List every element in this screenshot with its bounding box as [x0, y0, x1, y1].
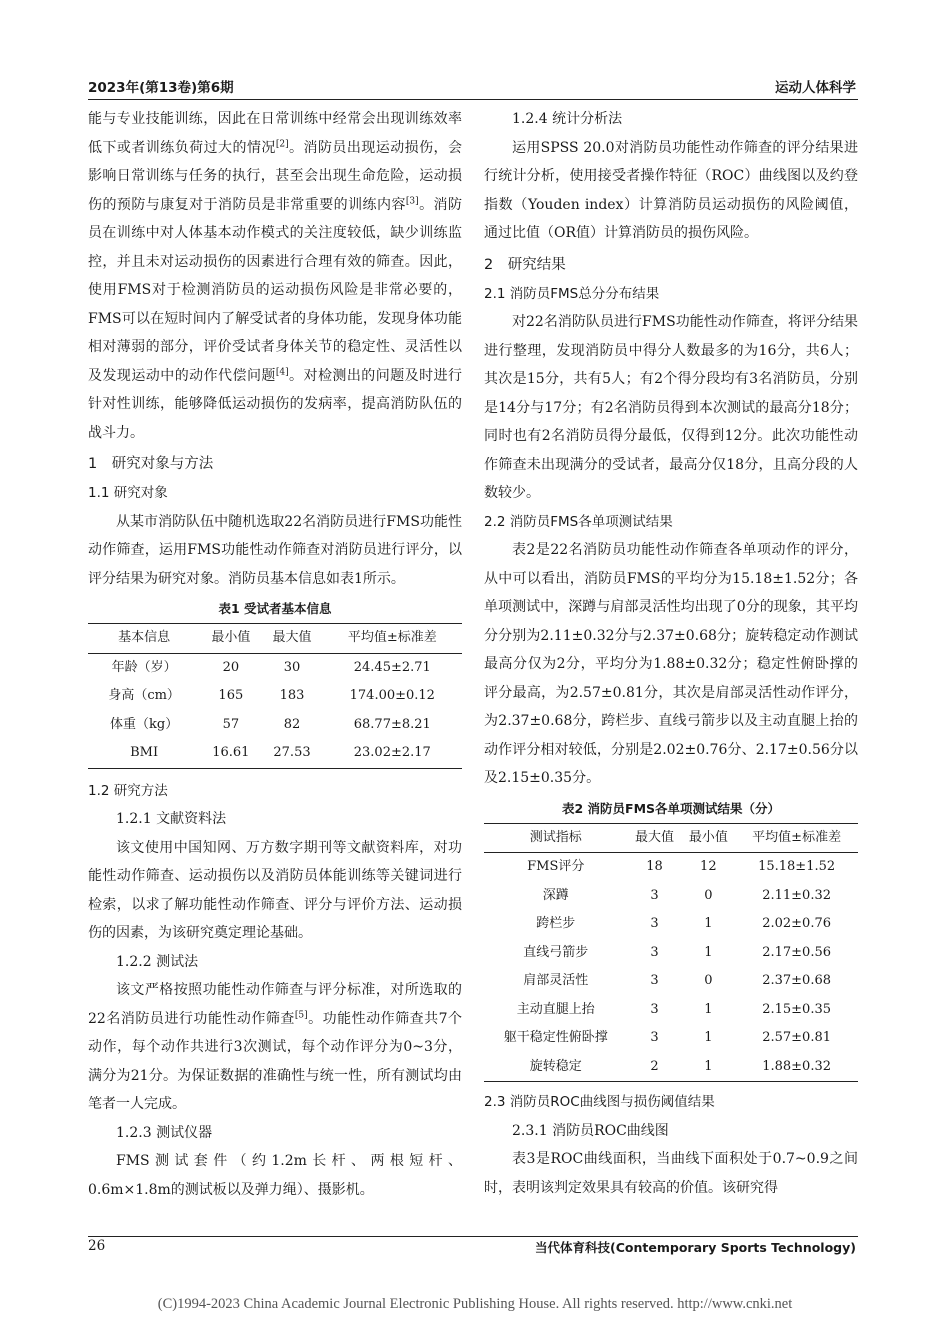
table-cell: 年龄（岁）	[111, 659, 177, 675]
paragraph-1-2-4: 运用SPSS 20.0对消防员功能性动作筛查的评分结果进行统计分析，使用接受者操作特征（ROC）曲线图以及约登指数（Youden index）计算消防员运动损伤的风险阈值，通过比值（OR值）计算消防员的损伤风险。	[484, 139, 858, 241]
table-cell: 2.15±0.35	[762, 1001, 832, 1017]
section-heading-1-1: 1.1 研究对象	[88, 485, 168, 501]
table-cell: 2.02±0.76	[762, 916, 832, 931]
table-cell: 3	[650, 1030, 659, 1045]
table-cell: 身高（cm）	[108, 688, 180, 703]
table-cell: 深蹲	[542, 887, 569, 903]
section-heading-2: 2 研究结果	[484, 256, 566, 273]
table-cell: 12	[700, 859, 717, 874]
section-heading-2-3: 2.3 消防员ROC曲线图与损伤阈值结果	[484, 1094, 715, 1110]
table-cell: 23.02±2.17	[323, 739, 462, 768]
table-cell: 15.18±1.52	[758, 859, 836, 874]
citation-5[interactable]: [5]	[294, 1009, 308, 1020]
table2-caption: 表2 消防员FMS各单项测试结果（分）	[561, 800, 781, 816]
table-cell: 20	[222, 659, 240, 675]
table-cell: 2	[628, 1053, 682, 1082]
section-heading-1: 1 研究对象与方法	[88, 456, 214, 472]
paragraph-2-3-1: 表3是ROC曲线面积，当曲线下面积处于0.7~0.9之间时，表明该判定效果具有较高的价值。该研究得	[484, 1151, 858, 1196]
table-cell: 165	[218, 688, 244, 703]
section-heading-2-3-1: 2.3.1 消防员ROC曲线图	[512, 1122, 669, 1139]
paragraph-1-1: 从某市消防队伍中随机选取22名消防员进行FMS功能性动作筛查，运用FMS功能性动作筛查对消防员进行评分，以评分结果为研究对象。消防员基本信息如表1所示。	[88, 513, 462, 587]
table1-caption: 表1 受试者基本信息	[218, 601, 332, 616]
table-cell: 2.11±0.32	[762, 887, 832, 903]
table-cell: 3	[650, 916, 659, 931]
table-cell: 直线弓箭步	[523, 944, 589, 960]
table-cell: 3	[650, 887, 659, 903]
table2-col-header: 最大值	[628, 823, 682, 853]
citation-4[interactable]: [4]	[275, 366, 289, 377]
table-cell: 183	[279, 688, 305, 703]
table-row	[88, 682, 462, 711]
footer-rule	[88, 1236, 858, 1237]
table-row	[484, 967, 858, 996]
journal-name: 当代体育科技(Contemporary Sports Technology)	[535, 1240, 856, 1255]
right-column	[484, 105, 858, 1202]
table-row	[484, 1053, 858, 1082]
table-cell: BMI	[88, 739, 200, 768]
table-cell: 1.88±0.32	[735, 1053, 858, 1082]
table-cell: 躯干稳定性俯卧撑	[503, 1030, 608, 1045]
table2-col-header: 测试指标	[484, 823, 628, 853]
table2-col-header: 平均值±标准差	[735, 823, 858, 853]
table-cell: 3	[650, 973, 659, 988]
table2-col-header: 最小值	[681, 823, 735, 853]
section-heading-1-2: 1.2 研究方法	[88, 782, 168, 799]
table-row	[88, 739, 462, 768]
table-cell: 57	[222, 716, 240, 732]
copyright-notice: (C)1994-2023 China Academic Journal Electronic Publishing House. All rights reserved. http://www.cnki.net	[157, 1296, 793, 1312]
table-cell: 0	[704, 973, 713, 988]
section-heading-2-1: 2.1 消防员FMS总分分布结果	[484, 285, 660, 302]
table-row	[484, 882, 858, 911]
section-heading-1-2-3: 1.2.3 测试仪器	[116, 1124, 213, 1141]
table-row	[484, 1024, 858, 1053]
table-header-row	[88, 624, 462, 654]
table-cell: 174.00±0.12	[349, 688, 435, 703]
table-cell: 1	[704, 944, 713, 960]
left-column	[88, 105, 462, 1204]
table-cell: 1	[704, 1001, 713, 1017]
page-number: 26	[88, 1238, 106, 1254]
table-cell: 18	[646, 859, 663, 874]
table-cell: 跨栏步	[536, 916, 576, 931]
table-cell: 1	[681, 1053, 735, 1082]
section-heading-1-2-1: 1.2.1 文献资料法	[116, 811, 227, 827]
table1-col-header: 平均值±标准差	[323, 624, 462, 654]
table-cell: 主动直腿上抬	[516, 1001, 595, 1017]
table1-col-header: 基本信息	[88, 624, 200, 654]
citation-3[interactable]: [3]	[405, 195, 419, 206]
paragraph-2-2: 表2是22名消防员功能性动作筛查各单项动作的评分，从中可以看出，消防员FMS的平均分为15.18±1.52分；各单项测试中，深蹲与肩部灵活性均出现了0分的现象，其平均分分别为2.11±0.32分与2.37±0.68分；旋转稳定动作测试最高分仅为2分，平均分为1.88±0.32分；稳定性俯卧撑的评分最高，为2.57±0.81分，其次是肩部灵活性动作评分，为2.37±0.68分，跨栏步、直线弓箭步以及主动直腿上抬的动作评分相对较低，分别是2.02±0.76分、2.17±0.56分以及2.15±0.35分。	[484, 542, 858, 786]
table1	[88, 623, 462, 769]
table-row	[484, 996, 858, 1025]
paragraph-1-2-2: 该文严格按照功能性动作筛查与评分标准，对所选取的22名消防员进行功能性动作筛查[5]。功能性动作筛查共7个动作，每个动作共进行3次测试，每个动作评分为0~3分，满分为21分。为保证数据的准确性与统一性，所有测试均由笔者一人完成。	[88, 982, 462, 1112]
table-cell: 2.57±0.81	[762, 1030, 832, 1045]
paragraph-1-2-1: 该文使用中国知网、万方数字期刊等文献资料库，对功能性动作筛查、运动损伤以及消防员体能训练等关键词进行检索，以求了解功能性动作筛查、评分与评价方法、运动损伤的因素，为该研究奠定理论基础。	[88, 839, 462, 941]
section-heading-1-2-2: 1.2.2 测试法	[116, 953, 199, 970]
table-cell: 肩部灵活性	[523, 973, 589, 988]
table-cell: 旋转稳定	[484, 1053, 628, 1082]
table2	[484, 823, 858, 1083]
table-cell: 0	[704, 887, 713, 903]
table-cell: 3	[650, 1001, 659, 1017]
table-row	[88, 653, 462, 682]
table-cell: 68.77±8.21	[353, 716, 431, 732]
intro-paragraph: 能与专业技能训练，因此在日常训练中经常会出现训练效率低下或者训练负荷过大的情况[2]。消防员出现运动损伤，会影响日常训练与任务的执行，甚至会出现生命危险，运动损伤的预防与康复对于消防员是非常重要的训练内容[3]。消防员在训练中对人体基本动作模式的关注度较低，缺少训练监控，并且未对运动损伤的因素进行合理有效的筛查。因此，使用FMS对于检测消防员的运动损伤风险是非常必要的，FMS可以在短时间内了解受试者的身体功能，发现身体功能相对薄弱的部分，评价受试者身体关节的稳定性、灵活性以及发现运动中的动作代偿问题[4]。对检测出的问题及时进行针对性训练，能够降低运动损伤的发病率，提高消防队伍的战斗力。	[88, 111, 463, 441]
table-cell: 3	[650, 944, 659, 960]
table-cell: FMS评分	[527, 859, 585, 874]
table1-col-header: 最大值	[261, 624, 322, 654]
table-row	[484, 853, 858, 882]
section-heading-1-2-4: 1.2.4 统计分析法	[512, 111, 623, 127]
table-cell: 1	[704, 916, 713, 931]
table-cell: 2.17±0.56	[762, 944, 832, 960]
table-cell: 2.37±0.68	[762, 973, 832, 988]
table-row	[484, 910, 858, 939]
table-cell: 27.53	[261, 739, 322, 768]
table-header-row	[484, 823, 858, 853]
paragraph-2-1: 对22名消防队员进行FMS功能性动作筛查，将评分结果进行整理，发现消防员中得分人数最多的为16分，共6人；其次是15分，共有5人；有2个得分段均有3名消防员，分别是14分与17分；有2名消防员得到本次测试的最高分18分；同时也有2名消防员得分最低，仅得到12分。此次功能性动作筛查未出现满分的受试者，最高分仅18分，且高分段的人数较少。	[484, 314, 858, 501]
journal-issue: 2023年(第13卷)第6期	[88, 80, 234, 96]
table-row	[484, 939, 858, 968]
citation-2[interactable]: [2]	[275, 138, 289, 149]
table-cell: 82	[283, 716, 301, 732]
table-cell: 30	[283, 659, 301, 675]
paragraph-1-2-3: FMS测试套件（约1.2m长杆、两根短杆、0.6m×1.8m的测试板以及弹力绳）、摄影机。	[88, 1153, 462, 1198]
section-category: 运动人体科学	[775, 80, 856, 96]
header-rule	[88, 99, 858, 100]
table-cell: 体重（kg）	[110, 716, 179, 732]
table1-col-header: 最小值	[200, 624, 261, 654]
table-row	[88, 711, 462, 740]
table-cell: 1	[704, 1030, 713, 1045]
section-heading-2-2: 2.2 消防员FMS各单项测试结果	[484, 513, 673, 530]
table-cell: 24.45±2.71	[353, 659, 431, 675]
table-cell: 16.61	[200, 739, 261, 768]
